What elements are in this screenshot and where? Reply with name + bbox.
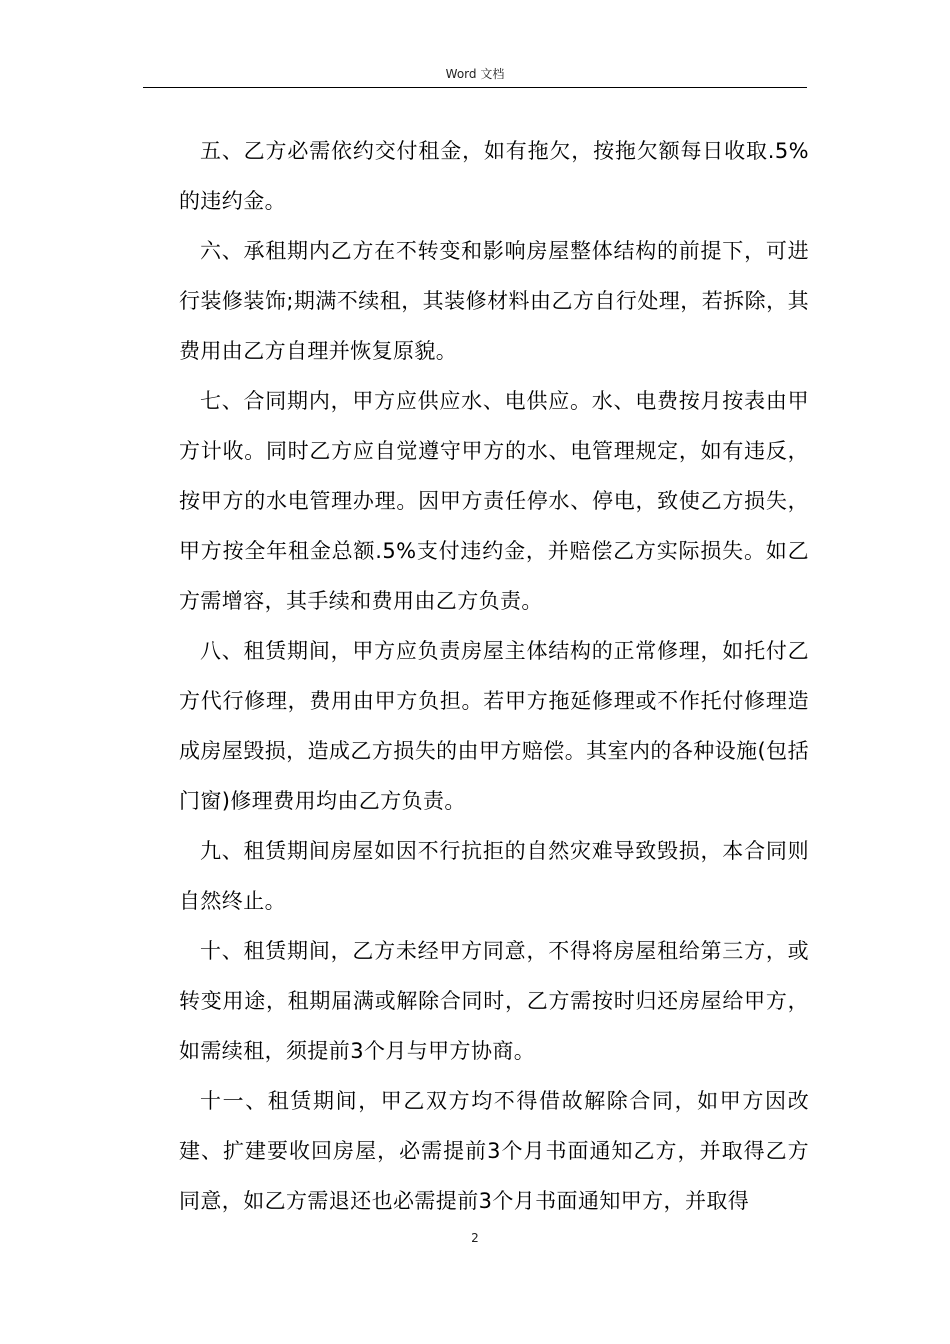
document-body: [179, 126, 809, 1226]
clause-8: 八、租赁期间，甲方应负责房屋主体结构的正常修理，如托付乙方代行修理，费用由甲方负担。若甲方拖延修理或不作托付修理造成房屋毁损，造成乙方损失的由甲方赔偿。其室内的各种设施(包括门窗)修理费用均由乙方负责。: [179, 639, 809, 813]
clause-11: 十一、租赁期间，甲乙双方均不得借故解除合同，如甲方因改建、扩建要收回房屋，必需提前3个月书面通知乙方，并取得乙方同意，如乙方需退还也必需提前3个月书面通知甲方，并取得: [179, 1089, 809, 1213]
page-number: 2: [471, 1231, 479, 1245]
page-header: Word 文档: [445, 67, 505, 81]
header-divider: [143, 87, 807, 88]
clause-9: 九、租赁期间房屋如因不行抗拒的自然灾难导致毁损，本合同则自然终止。: [179, 839, 809, 913]
clause-5: 五、乙方必需依约交付租金，如有拖欠，按拖欠额每日收取.5%的违约金。: [179, 139, 809, 213]
clause-7: 七、合同期内，甲方应供应水、电供应。水、电费按月按表由甲方计收。同时乙方应自觉遵守甲方的水、电管理规定，如有违反，按甲方的水电管理办理。因甲方责任停水、停电，致使乙方损失，甲方按全年租金总额.5%支付违约金，并赔偿乙方实际损失。如乙方需增容，其手续和费用由乙方负责。: [179, 389, 809, 613]
clause-10: 十、租赁期间，乙方未经甲方同意，不得将房屋租给第三方，或转变用途，租期届满或解除合同时，乙方需按时归还房屋给甲方，如需续租，须提前3个月与甲方协商。: [179, 939, 809, 1063]
clause-6: 六、承租期内乙方在不转变和影响房屋整体结构的前提下，可进行装修装饰;期满不续租，其装修材料由乙方自行处理，若拆除，其费用由乙方自理并恢复原貌。: [179, 239, 809, 363]
